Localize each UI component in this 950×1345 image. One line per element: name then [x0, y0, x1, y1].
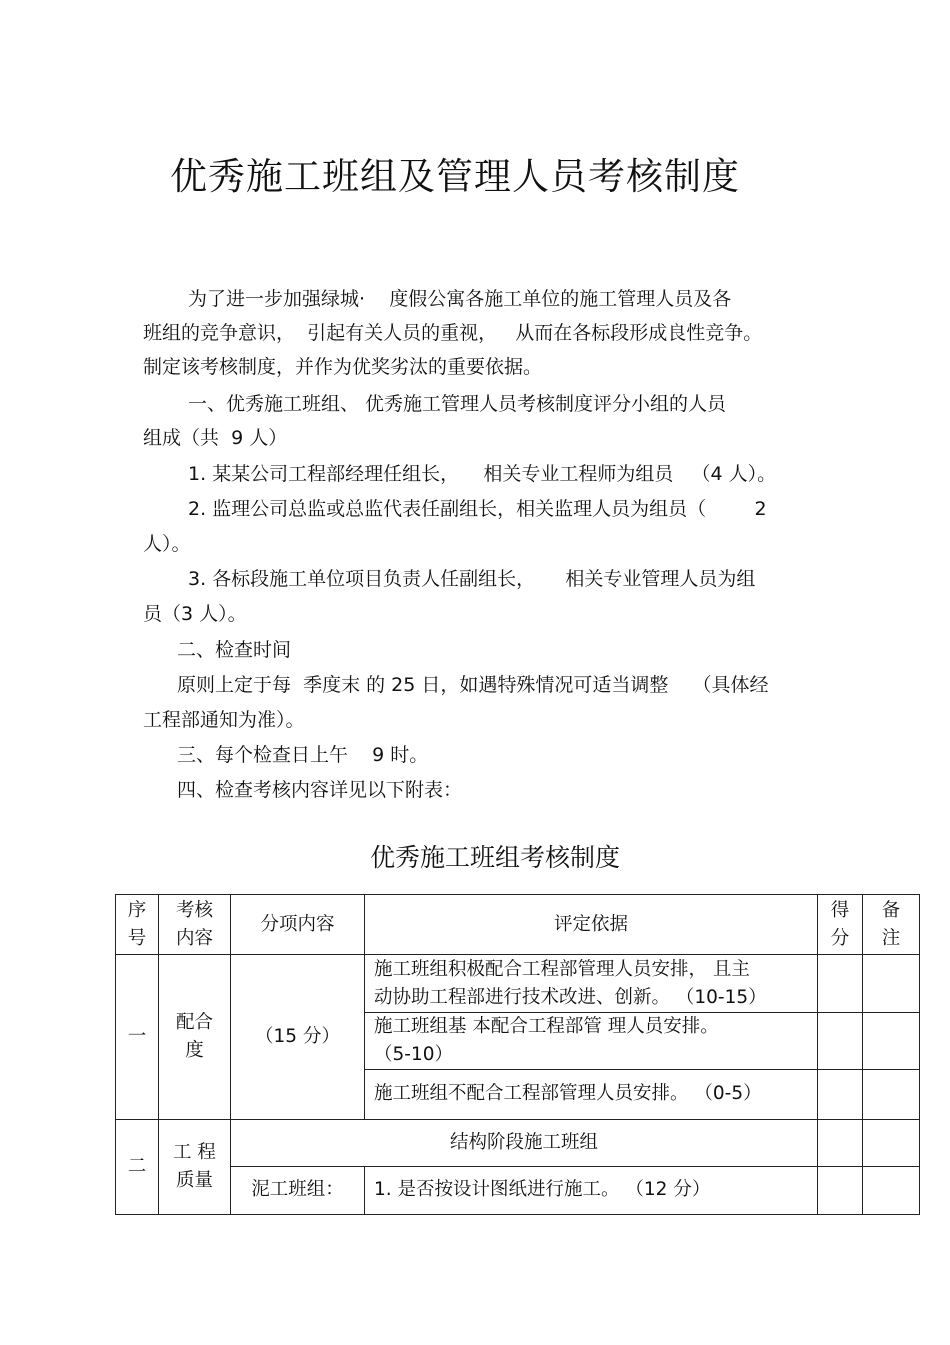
note-cell — [863, 1013, 920, 1070]
list-item: 1. 某某公司工程部经理任组长， 相关专业工程师为组员 （4 人）。 — [188, 463, 777, 485]
paragraph-line: 为了进一步加强绿城· 度假公寓各施工单位的施工管理人员及各 — [188, 288, 732, 310]
table-row — [116, 1166, 920, 1214]
basis-cell: 施工班组不配合工程部管理人员安排。 （0-5） — [365, 1069, 818, 1119]
basis-cell: 1. 是否按设计图纸进行施工。 （12 分） — [365, 1166, 818, 1214]
list-item: 2. 监理公司总监或总监代表任副组长，相关监理人员为组员（ 2 — [188, 498, 767, 520]
document-title: 优秀施工班组及管理人员考核制度 — [170, 155, 740, 198]
assessment-table — [115, 894, 920, 1215]
paragraph-line: 组成（共 9 人） — [143, 427, 288, 449]
paragraph-line: 班组的竞争意识， 引起有关人员的重视， 从而在各标段形成良性竞争。 — [143, 322, 763, 344]
table-row — [116, 1119, 920, 1166]
paragraph-line: 原则上定于每 季度末 的 25 日，如遇特殊情况可适当调整 （具体经 — [177, 674, 769, 696]
score-cell — [818, 1166, 863, 1214]
note-cell — [863, 1069, 920, 1119]
basis-cell: 施工班组积极配合工程部管理人员安排， 且主 动协助工程部进行技术改进、创新。 （10-15） — [365, 955, 818, 1013]
score-cell — [818, 1069, 863, 1119]
section-heading: 四、检查考核内容详见以下附表： — [177, 779, 463, 801]
table-title: 优秀施工班组考核制度 — [369, 843, 620, 872]
row2-sub: 泥工班组： — [231, 1166, 365, 1214]
score-cell — [818, 1013, 863, 1070]
note-cell — [863, 1166, 920, 1214]
score-cell — [818, 955, 863, 1013]
note-cell — [863, 1119, 920, 1166]
basis-cell: 施工班组基 本配合工程部管 理人员安排。 （5-10） — [365, 1013, 818, 1070]
row1-seq: 一 — [116, 955, 159, 1120]
header-item: 考核 内容 — [159, 895, 231, 955]
header-basis: 评定依据 — [365, 895, 818, 955]
note-cell — [863, 955, 920, 1013]
section-heading: 一、优秀施工班组、 优秀施工管理人员考核制度评分小组的人员 — [188, 393, 727, 415]
paragraph-line: 人）。 — [143, 533, 191, 555]
score-cell — [818, 1119, 863, 1166]
paragraph-line: 工程部通知为准）。 — [143, 709, 305, 731]
header-note: 备 注 — [863, 895, 920, 955]
paragraph-line: 员（3 人）。 — [143, 603, 247, 625]
row1-item: 配合 度 — [159, 955, 231, 1120]
paragraph-line: 制定该考核制度，并作为优奖劣汰的重要依据。 — [143, 356, 543, 378]
row2-section: 结构阶段施工班组 — [231, 1119, 818, 1166]
section-heading: 三、每个检查日上午 9 时。 — [177, 744, 429, 766]
row2-seq: 二 — [116, 1119, 159, 1214]
table-header-row — [116, 895, 920, 955]
table-row — [116, 955, 920, 1013]
header-score: 得 分 — [818, 895, 863, 955]
list-item: 3. 各标段施工单位项目负责人任副组长， 相关专业管理人员为组 — [188, 568, 756, 590]
header-sub: 分项内容 — [231, 895, 365, 955]
section-heading: 二、检查时间 — [177, 639, 292, 661]
row2-item: 工 程 质量 — [159, 1119, 231, 1214]
header-seq: 序 号 — [116, 895, 159, 955]
row1-sub: （15 分） — [231, 955, 365, 1120]
